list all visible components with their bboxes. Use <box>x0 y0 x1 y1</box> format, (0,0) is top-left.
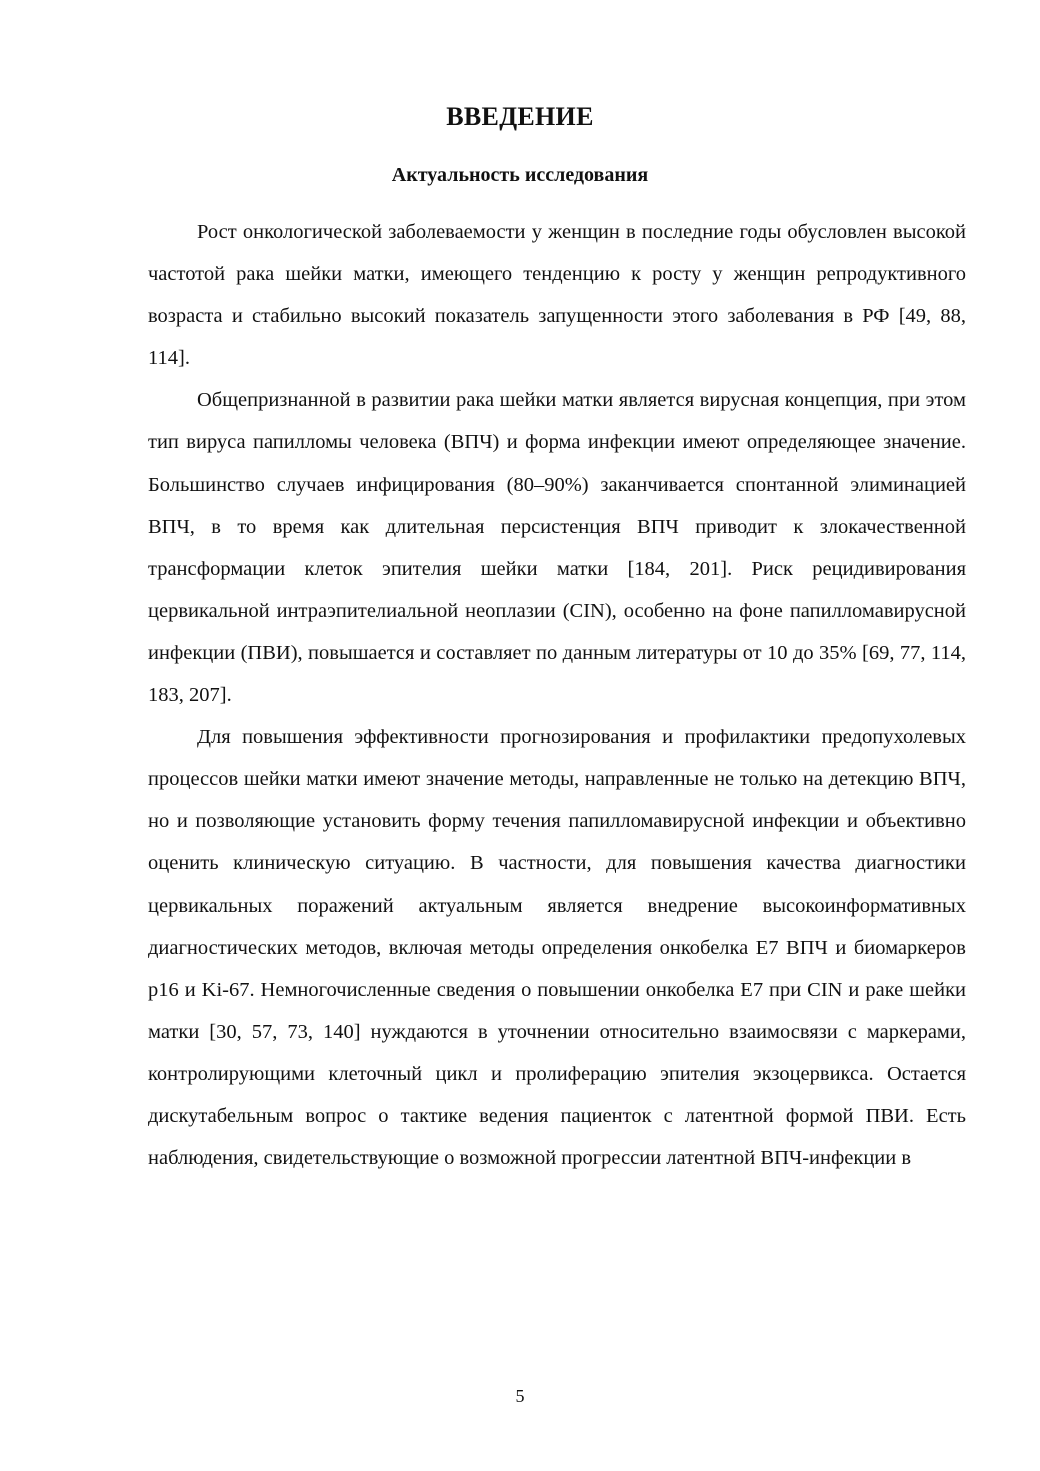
page-number: 5 <box>515 1386 525 1406</box>
paragraph: Рост онкологической заболеваемости у женщин в последние годы обусловлен высокой частотой рака шейки матки, имеющего тенденцию к росту у женщин репродуктивного возраста и стабильно высокий показатель запущенности этого заболевания в РФ [49, 88, 114]. <box>148 221 966 370</box>
paragraph: Общепризнанной в развитии рака шейки матки является вирусная концепция, при этом тип вируса папилломы человека (ВПЧ) и форма инфекции имеют определяющее значение. Большинство случаев инфицирования (80–90%) заканчивается спонтанной элиминацией ВПЧ, в то время как длительная персистенция ВПЧ приводит к злокачественной трансформации клеток эпителия шейки матки [184, 201]. Риск рецидивирования цервикальной интраэпителиальной неоплазии (CIN), особенно на фоне папилломавирусной инфекции (ПВИ), повышается и составляет по данным литературы от 10 до 35% [69, 77, 114, 183, 207]. <box>148 389 966 707</box>
body-text <box>148 211 966 1179</box>
chapter-title: ВВЕДЕНИЕ <box>446 102 594 131</box>
section-title: Актуальность исследования <box>391 164 649 186</box>
paragraph: Для повышения эффективности прогнозирования и профилактики предопухолевых процессов шейки матки имеют значение методы, направленные не только на детекцию ВПЧ, но и позволяющие установить форму течения папилломавирусной инфекции и объективно оценить клиническую ситуацию. В частности, для повышения качества диагностики цервикальных поражений актуальным является внедрение высокоинформативных диагностических методов, включая методы определения онкобелка Е7 ВПЧ и биомаркеров p16 и Ki-67. Немногочисленные сведения о повышении онкобелка Е7 при CIN и раке шейки матки [30, 57, 73, 140] нуждаются в уточнении относительно взаимосвязи с маркерами, контролирующими клеточный цикл и пролиферацию эпителия экзоцервикса. Остается дискутабельным вопрос о тактике ведения пациенток с латентной формой ПВИ. Есть наблюдения, свидетельствующие о возможной прогрессии латентной ВПЧ-инфекции в <box>148 726 966 1170</box>
